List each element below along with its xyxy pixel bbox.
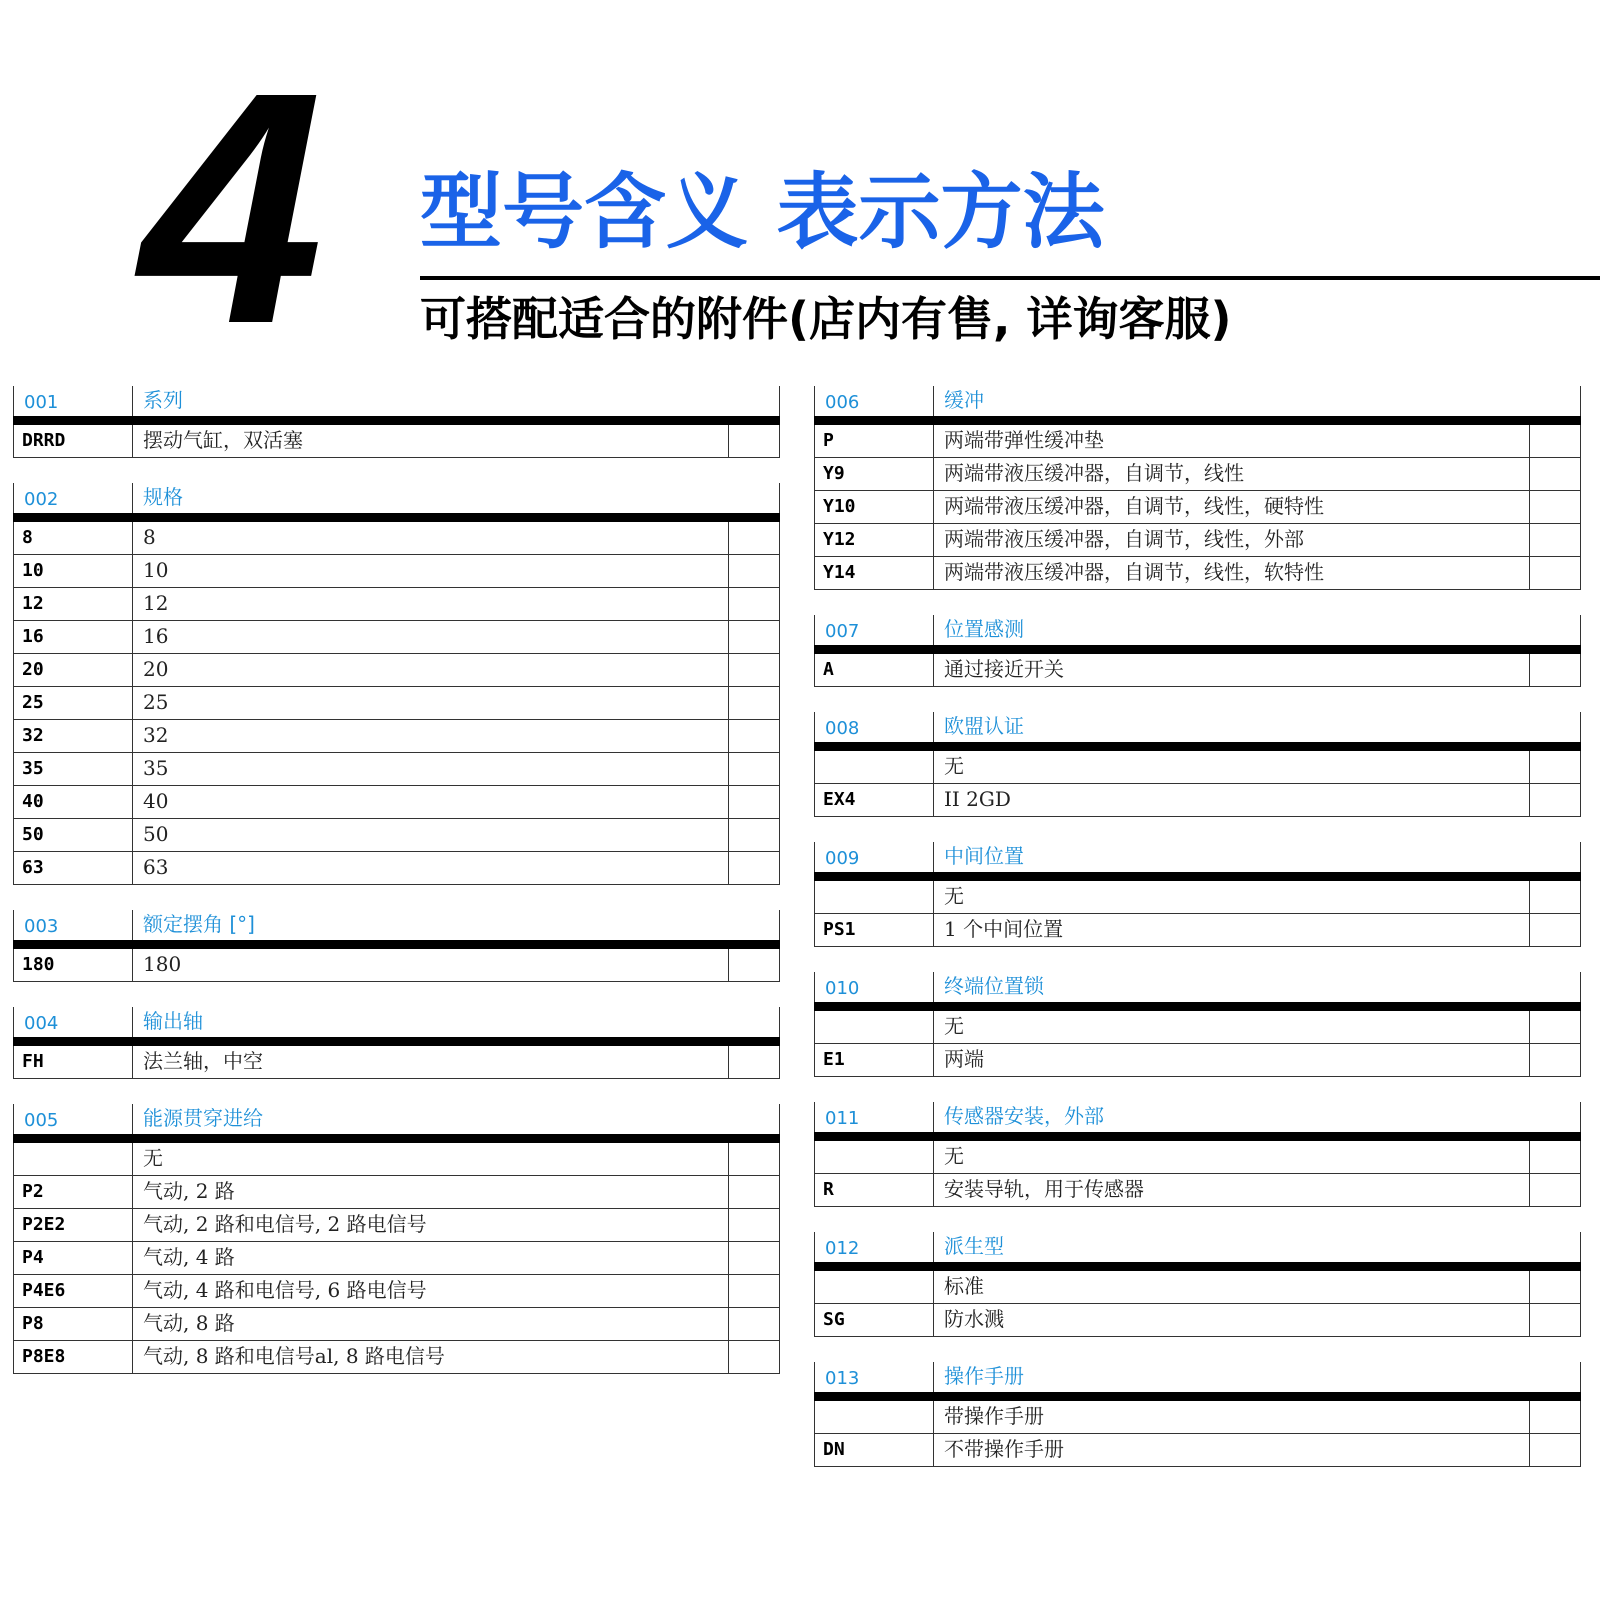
section-bar bbox=[13, 1134, 780, 1143]
blank-cell bbox=[728, 1341, 779, 1373]
table-row bbox=[13, 1308, 780, 1341]
blank-cell bbox=[728, 588, 779, 620]
option-code bbox=[815, 1141, 933, 1173]
section-header bbox=[814, 1362, 1581, 1392]
blank-cell bbox=[728, 654, 779, 686]
section-bar bbox=[814, 742, 1581, 751]
option-description: 安装导轨，用于传感器 bbox=[933, 1174, 1529, 1206]
blank-cell bbox=[728, 852, 779, 884]
option-code: P4E6 bbox=[22, 1280, 66, 1301]
table-row bbox=[814, 425, 1581, 458]
option-description: 35 bbox=[132, 753, 728, 785]
chapter-number: 4 bbox=[140, 23, 316, 392]
option-code: Y12 bbox=[823, 529, 856, 550]
option-section bbox=[13, 1104, 780, 1374]
option-description: 40 bbox=[132, 786, 728, 818]
section-bar bbox=[814, 416, 1581, 425]
section-code: 010 bbox=[825, 978, 860, 999]
section-bar bbox=[13, 513, 780, 522]
section-header bbox=[814, 712, 1581, 742]
section-bar bbox=[814, 1392, 1581, 1401]
table-row bbox=[13, 1341, 780, 1374]
option-description: 无 bbox=[933, 1011, 1529, 1043]
section-label: 能源贯穿进给 bbox=[132, 1104, 263, 1134]
option-description: 10 bbox=[132, 555, 728, 587]
option-code bbox=[815, 1011, 933, 1043]
option-description: 32 bbox=[132, 720, 728, 752]
option-code: 8 bbox=[22, 527, 33, 548]
option-code: 10 bbox=[22, 560, 44, 581]
option-description: 两端带液压缓冲器，自调节，线性 bbox=[933, 458, 1529, 490]
blank-cell bbox=[728, 555, 779, 587]
option-description: 12 bbox=[132, 588, 728, 620]
option-code: 32 bbox=[22, 725, 44, 746]
section-code: 007 bbox=[825, 621, 860, 642]
option-code: 12 bbox=[22, 593, 44, 614]
option-description: 气动, 2 路 bbox=[132, 1176, 728, 1208]
section-header bbox=[814, 972, 1581, 1002]
option-description: 180 bbox=[132, 949, 728, 981]
section-header bbox=[13, 910, 780, 940]
table-row bbox=[13, 1046, 780, 1079]
option-code: P4 bbox=[22, 1247, 44, 1268]
option-section bbox=[814, 712, 1581, 817]
blank-cell bbox=[1529, 881, 1580, 913]
option-code: Y10 bbox=[823, 496, 856, 517]
option-description: 两端带液压缓冲器，自调节，线性，外部 bbox=[933, 524, 1529, 556]
blank-cell bbox=[1529, 751, 1580, 783]
blank-cell bbox=[1529, 1044, 1580, 1076]
blank-cell bbox=[728, 687, 779, 719]
option-code: DN bbox=[823, 1439, 845, 1460]
table-row bbox=[13, 852, 780, 885]
blank-cell bbox=[1529, 654, 1580, 686]
option-section bbox=[814, 842, 1581, 947]
option-section bbox=[814, 972, 1581, 1077]
option-code: 25 bbox=[22, 692, 44, 713]
option-description: 20 bbox=[132, 654, 728, 686]
section-header bbox=[13, 1007, 780, 1037]
option-code: 50 bbox=[22, 824, 44, 845]
table-row bbox=[814, 881, 1581, 914]
option-description: 法兰轴，中空 bbox=[132, 1046, 728, 1078]
blank-cell bbox=[1529, 458, 1580, 490]
blank-cell bbox=[1529, 491, 1580, 523]
option-description: 50 bbox=[132, 819, 728, 851]
blank-cell bbox=[728, 819, 779, 851]
section-label: 派生型 bbox=[933, 1232, 1004, 1262]
option-code: P2E2 bbox=[22, 1214, 66, 1235]
option-code: 16 bbox=[22, 626, 44, 647]
option-description: 16 bbox=[132, 621, 728, 653]
option-description: 无 bbox=[132, 1143, 728, 1175]
blank-cell bbox=[728, 1046, 779, 1078]
table-row bbox=[814, 654, 1581, 687]
table-row bbox=[13, 786, 780, 819]
section-label: 输出轴 bbox=[132, 1007, 203, 1037]
table-row bbox=[13, 1176, 780, 1209]
blank-cell bbox=[1529, 524, 1580, 556]
blank-cell bbox=[1529, 784, 1580, 816]
option-code bbox=[14, 1143, 132, 1175]
blank-cell bbox=[728, 1176, 779, 1208]
option-description: 无 bbox=[933, 881, 1529, 913]
option-description: 气动, 2 路和电信号, 2 路电信号 bbox=[132, 1209, 728, 1241]
blank-cell bbox=[728, 949, 779, 981]
option-code: Y9 bbox=[823, 463, 845, 484]
blank-cell bbox=[728, 786, 779, 818]
blank-cell bbox=[1529, 1011, 1580, 1043]
table-row bbox=[13, 1275, 780, 1308]
option-description: 气动, 4 路 bbox=[132, 1242, 728, 1274]
table-row bbox=[814, 524, 1581, 557]
blank-cell bbox=[728, 522, 779, 554]
table-row bbox=[814, 1174, 1581, 1207]
table-row bbox=[13, 522, 780, 555]
option-code bbox=[815, 881, 933, 913]
section-label: 中间位置 bbox=[933, 842, 1024, 872]
table-row bbox=[814, 1141, 1581, 1174]
section-code: 006 bbox=[825, 392, 860, 413]
table-row bbox=[13, 621, 780, 654]
section-code: 002 bbox=[24, 489, 59, 510]
section-label: 传感器安装，外部 bbox=[933, 1102, 1104, 1132]
section-code: 005 bbox=[24, 1110, 59, 1131]
section-header bbox=[814, 842, 1581, 872]
section-label: 终端位置锁 bbox=[933, 972, 1044, 1002]
option-code: 20 bbox=[22, 659, 44, 680]
option-section bbox=[814, 615, 1581, 687]
blank-cell bbox=[1529, 1271, 1580, 1303]
blank-cell bbox=[1529, 914, 1580, 946]
table-row bbox=[13, 753, 780, 786]
title-divider bbox=[420, 276, 1600, 280]
table-row bbox=[13, 687, 780, 720]
option-description: II 2GD bbox=[933, 784, 1529, 816]
blank-cell bbox=[728, 1275, 779, 1307]
option-code bbox=[815, 1271, 933, 1303]
section-bar bbox=[814, 1132, 1581, 1141]
section-header bbox=[13, 483, 780, 513]
option-description: 标准 bbox=[933, 1271, 1529, 1303]
table-row bbox=[814, 1271, 1581, 1304]
table-row bbox=[814, 784, 1581, 817]
option-code: EX4 bbox=[823, 789, 856, 810]
option-description: 防水溅 bbox=[933, 1304, 1529, 1336]
option-section bbox=[13, 483, 780, 885]
option-section bbox=[814, 1232, 1581, 1337]
option-code: P bbox=[823, 430, 834, 451]
option-code: A bbox=[823, 659, 834, 680]
option-code: FH bbox=[22, 1051, 44, 1072]
blank-cell bbox=[1529, 1304, 1580, 1336]
section-code: 011 bbox=[825, 1108, 860, 1129]
table-row bbox=[13, 588, 780, 621]
option-description: 25 bbox=[132, 687, 728, 719]
option-code: P8E8 bbox=[22, 1346, 66, 1367]
option-code: Y14 bbox=[823, 562, 856, 583]
table-row bbox=[13, 425, 780, 458]
option-section bbox=[13, 1007, 780, 1079]
option-code bbox=[815, 751, 933, 783]
section-label: 缓冲 bbox=[933, 386, 984, 416]
table-row bbox=[814, 557, 1581, 590]
option-description: 通过接近开关 bbox=[933, 654, 1529, 686]
section-code: 003 bbox=[24, 916, 59, 937]
option-code: E1 bbox=[823, 1049, 845, 1070]
section-code: 001 bbox=[24, 392, 59, 413]
table-row bbox=[13, 819, 780, 852]
page-title: 型号含义 表示方法 bbox=[420, 165, 1105, 260]
option-description: 不带操作手册 bbox=[933, 1434, 1529, 1466]
table-row bbox=[814, 1044, 1581, 1077]
blank-cell bbox=[728, 1209, 779, 1241]
option-description: 两端带液压缓冲器，自调节，线性，软特性 bbox=[933, 557, 1529, 589]
table-row bbox=[13, 654, 780, 687]
option-description: 两端 bbox=[933, 1044, 1529, 1076]
option-section bbox=[814, 386, 1581, 590]
section-header bbox=[814, 386, 1581, 416]
option-section bbox=[13, 910, 780, 982]
option-code: R bbox=[823, 1179, 834, 1200]
blank-cell bbox=[728, 1143, 779, 1175]
section-bar bbox=[814, 1262, 1581, 1271]
table-row bbox=[13, 1242, 780, 1275]
section-code: 008 bbox=[825, 718, 860, 739]
option-code: SG bbox=[823, 1309, 845, 1330]
blank-cell bbox=[1529, 557, 1580, 589]
table-row bbox=[13, 1209, 780, 1242]
option-code: P8 bbox=[22, 1313, 44, 1334]
section-label: 规格 bbox=[132, 483, 183, 513]
option-code: P2 bbox=[22, 1181, 44, 1202]
option-description: 气动, 8 路 bbox=[132, 1308, 728, 1340]
section-label: 位置感测 bbox=[933, 615, 1024, 645]
option-description: 63 bbox=[132, 852, 728, 884]
blank-cell bbox=[1529, 1401, 1580, 1433]
option-description: 摆动气缸，双活塞 bbox=[132, 425, 728, 457]
section-label: 操作手册 bbox=[933, 1362, 1024, 1392]
table-row bbox=[814, 914, 1581, 947]
right-column bbox=[814, 386, 1581, 1492]
section-bar bbox=[814, 1002, 1581, 1011]
option-description: 两端带弹性缓冲垫 bbox=[933, 425, 1529, 457]
blank-cell bbox=[1529, 1434, 1580, 1466]
section-header bbox=[814, 1102, 1581, 1132]
option-description: 两端带液压缓冲器，自调节，线性，硬特性 bbox=[933, 491, 1529, 523]
blank-cell bbox=[728, 753, 779, 785]
blank-cell bbox=[728, 621, 779, 653]
option-description: 气动, 4 路和电信号, 6 路电信号 bbox=[132, 1275, 728, 1307]
option-code: 63 bbox=[22, 857, 44, 878]
page-subtitle: 可搭配适合的附件(店内有售, 详询客服) bbox=[420, 292, 1232, 346]
blank-cell bbox=[1529, 1174, 1580, 1206]
section-bar bbox=[814, 872, 1581, 881]
option-description: 8 bbox=[132, 522, 728, 554]
table-row bbox=[814, 751, 1581, 784]
section-code: 012 bbox=[825, 1238, 860, 1259]
option-description: 无 bbox=[933, 1141, 1529, 1173]
section-header bbox=[814, 1232, 1581, 1262]
section-header bbox=[13, 386, 780, 416]
option-description: 无 bbox=[933, 751, 1529, 783]
left-column bbox=[13, 386, 780, 1399]
option-code: DRRD bbox=[22, 430, 66, 451]
option-code: 40 bbox=[22, 791, 44, 812]
table-row bbox=[13, 720, 780, 753]
table-row bbox=[814, 1401, 1581, 1434]
blank-cell bbox=[1529, 425, 1580, 457]
section-label: 欧盟认证 bbox=[933, 712, 1024, 742]
section-bar bbox=[13, 1037, 780, 1046]
section-header bbox=[13, 1104, 780, 1134]
option-section bbox=[13, 386, 780, 458]
option-description: 气动, 8 路和电信号al, 8 路电信号 bbox=[132, 1341, 728, 1373]
section-label: 额定摆角 [°] bbox=[132, 910, 255, 940]
option-description: 带操作手册 bbox=[933, 1401, 1529, 1433]
section-code: 004 bbox=[24, 1013, 59, 1034]
table-row bbox=[13, 1143, 780, 1176]
section-header bbox=[814, 615, 1581, 645]
option-section bbox=[814, 1362, 1581, 1467]
section-label: 系列 bbox=[132, 386, 183, 416]
section-code: 013 bbox=[825, 1368, 860, 1389]
option-code bbox=[815, 1401, 933, 1433]
option-code: PS1 bbox=[823, 919, 856, 940]
table-row bbox=[814, 1304, 1581, 1337]
option-code: 180 bbox=[22, 954, 55, 975]
section-bar bbox=[814, 645, 1581, 654]
section-bar bbox=[13, 940, 780, 949]
blank-cell bbox=[728, 1242, 779, 1274]
option-section bbox=[814, 1102, 1581, 1207]
table-row bbox=[13, 555, 780, 588]
table-row bbox=[13, 949, 780, 982]
section-bar bbox=[13, 416, 780, 425]
table-row bbox=[814, 458, 1581, 491]
blank-cell bbox=[1529, 1141, 1580, 1173]
section-code: 009 bbox=[825, 848, 860, 869]
option-description: 1 个中间位置 bbox=[933, 914, 1529, 946]
blank-cell bbox=[728, 425, 779, 457]
table-row bbox=[814, 491, 1581, 524]
blank-cell bbox=[728, 720, 779, 752]
table-row bbox=[814, 1434, 1581, 1467]
table-row bbox=[814, 1011, 1581, 1044]
option-code: 35 bbox=[22, 758, 44, 779]
blank-cell bbox=[728, 1308, 779, 1340]
